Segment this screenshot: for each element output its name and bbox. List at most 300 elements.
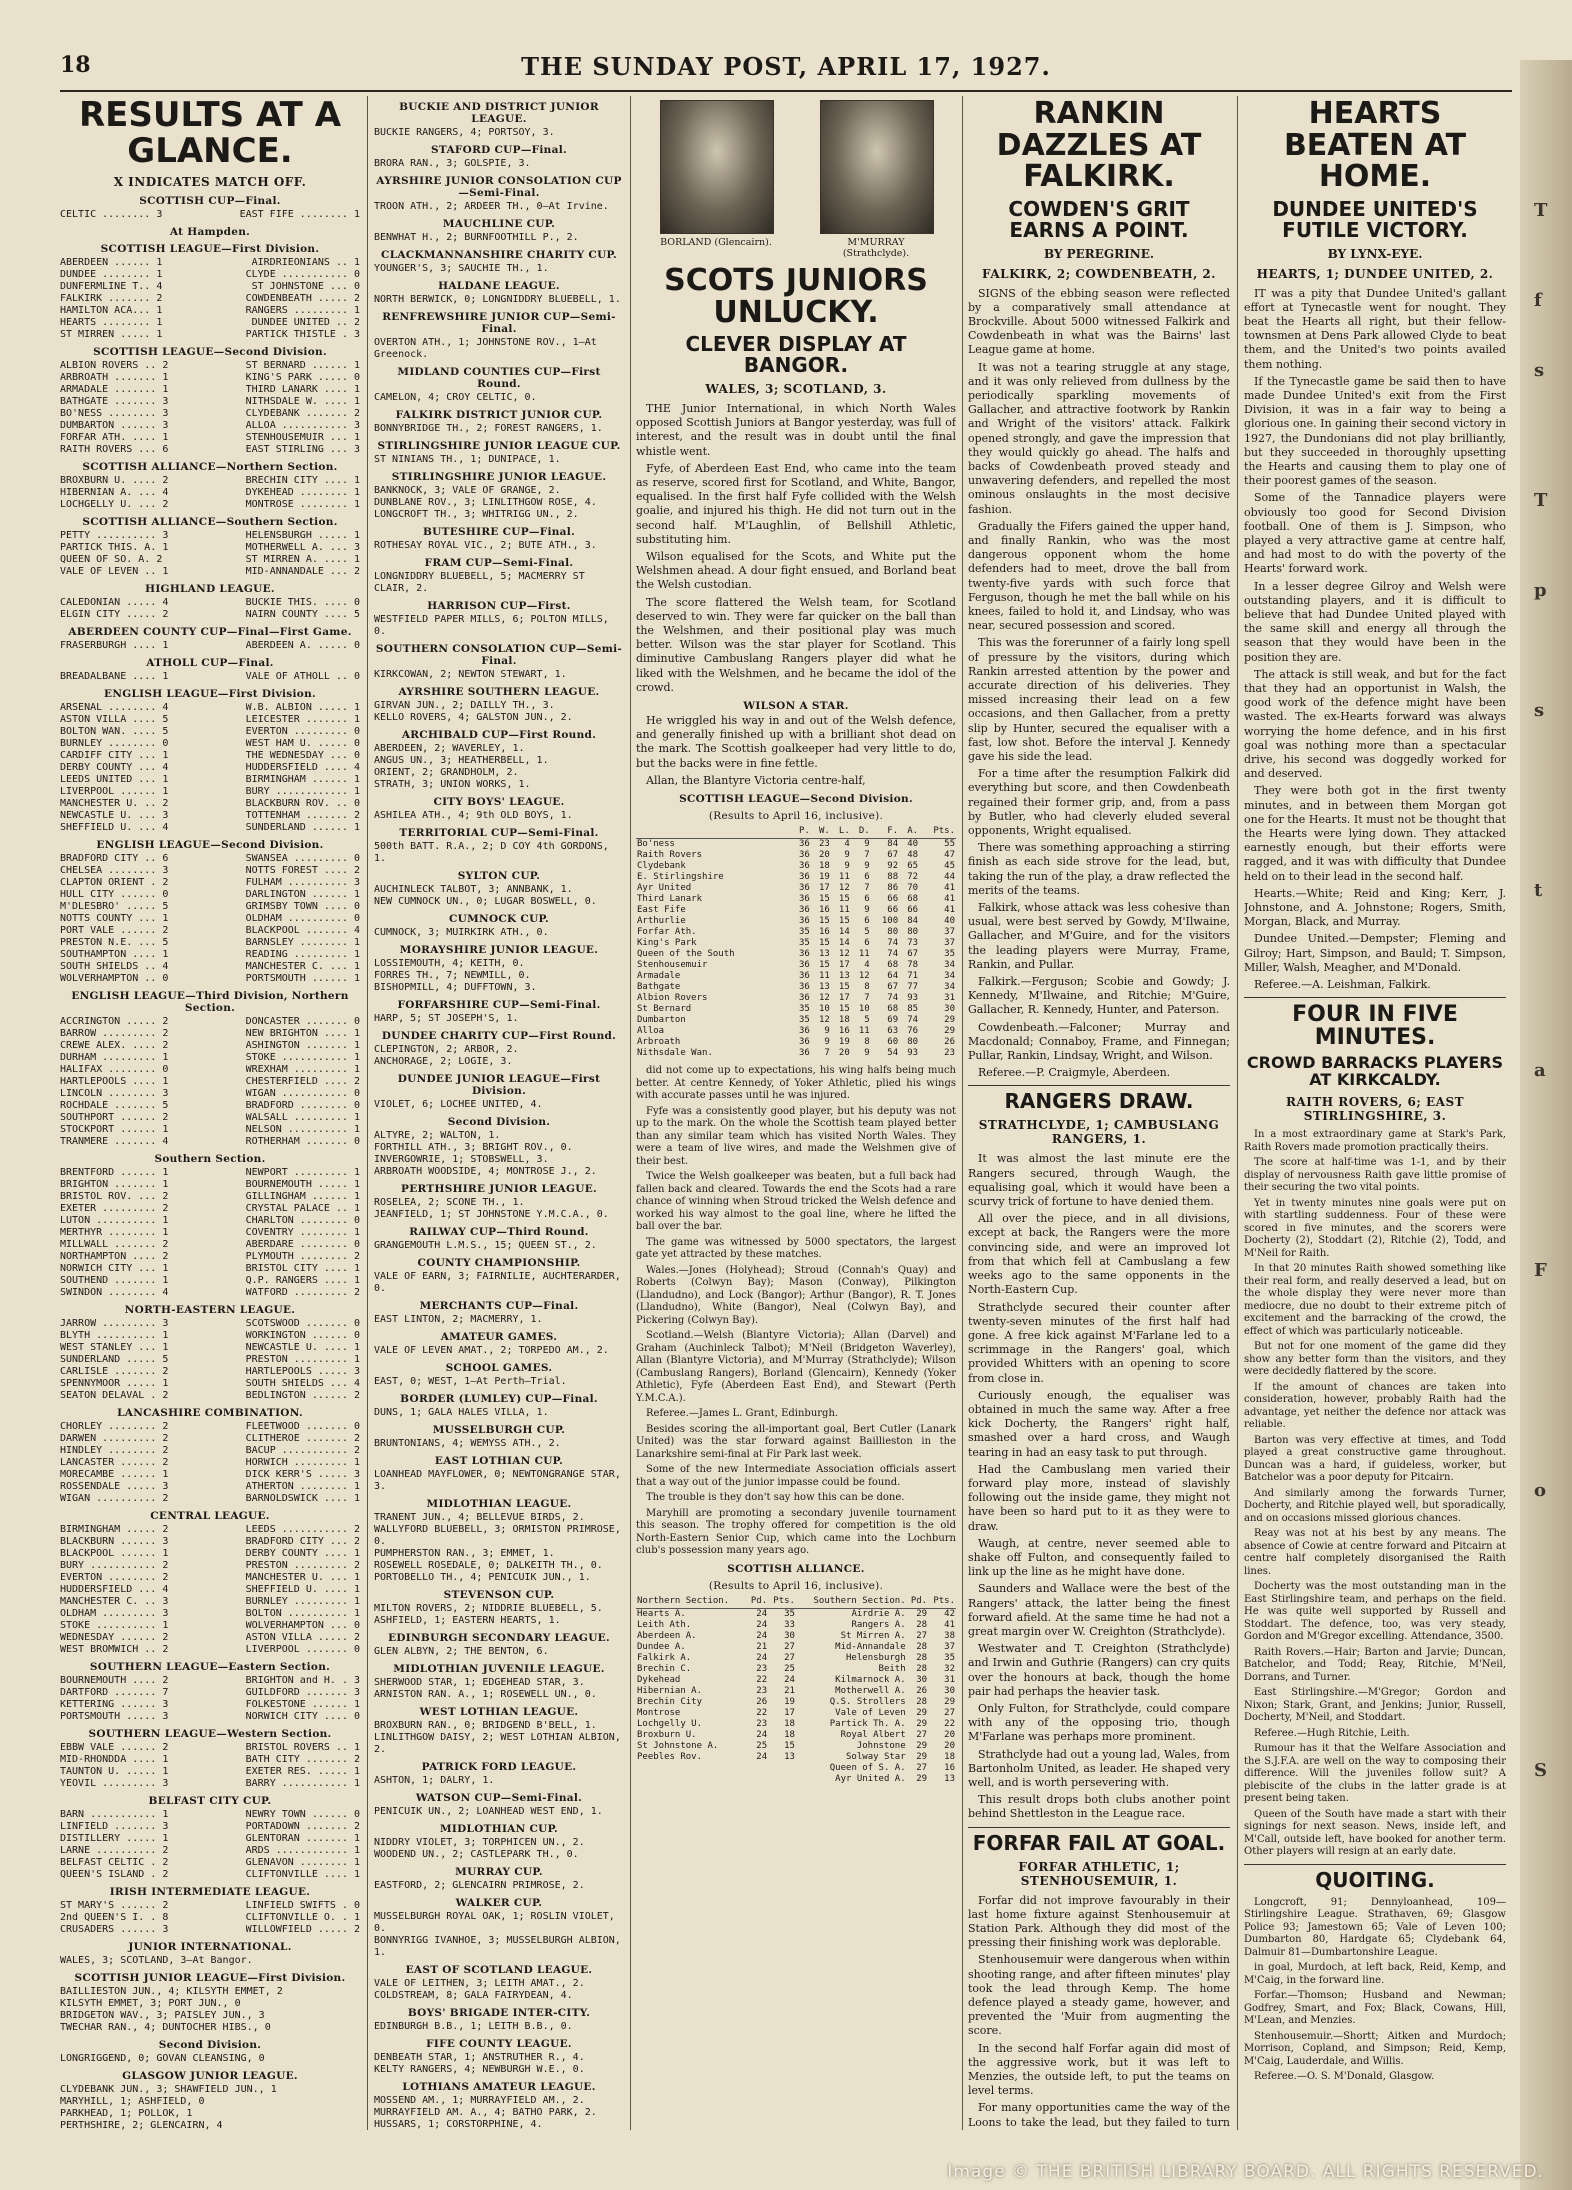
result-row [60, 408, 360, 420]
result-left: SOUTHEND ....... 1 [60, 1275, 169, 1287]
result-list [60, 2053, 360, 2065]
result-left: BATHGATE ....... 3 [60, 396, 169, 408]
league-cell: 37 [944, 927, 955, 938]
league-cell: 6 [864, 872, 870, 883]
cup-result-row [374, 1345, 624, 1357]
article-paragraph: It was almost the last minute ere the Rangers secured, through Waugh, the equalising goal, which it would have been a scurvy trick of fortune to have denied them. [968, 1152, 1230, 1209]
cup-result-row [374, 1271, 624, 1295]
result-left: LONGRIGGEND, 0; GOVAN CLEANSING, 0 [60, 2053, 265, 2065]
result-row [60, 1203, 360, 1215]
league-cell: 70 [907, 883, 919, 894]
alliance-row [636, 1763, 956, 1774]
cup-result-list [374, 2021, 624, 2033]
cup-result-row [374, 755, 624, 767]
cup-result-list [374, 1911, 624, 1959]
result-row [60, 1687, 360, 1699]
result-row [60, 1584, 360, 1596]
result-section-title: SCOTTISH ALLIANCE—Northern Section. [82, 461, 338, 474]
result-section-title: Southern Section. [154, 1153, 266, 1166]
cup-result-text: VIOLET, 6; LOCHEE UNITED, 4. [374, 1099, 543, 1110]
result-left: ARBROATH ....... 1 [60, 372, 169, 384]
alliance-row [636, 1719, 956, 1730]
alliance-row [636, 1664, 956, 1675]
result-left: SOUTH SHIELDS .. 4 [60, 961, 169, 973]
result-left: BRIDGETON WAV., 3; PAISLEY JUN., 3 [60, 2010, 265, 2022]
league-cell: 6 [864, 894, 870, 905]
result-left: DARWEN ......... 2 [60, 1433, 169, 1445]
league-cell: 84 [887, 839, 899, 850]
cup-section-title: PATRICK FORD LEAGUE. [421, 1761, 577, 1773]
result-right: CLYDEBANK ....... 2 [245, 408, 360, 420]
result-row [60, 257, 360, 269]
result-right: SOUTH SHIELDS ... 4 [245, 1378, 360, 1390]
result-row [60, 937, 360, 949]
results-column [60, 96, 360, 2130]
alliance-col-header: Pts. [768, 1595, 796, 1609]
alliance-cell: 28 [916, 1663, 928, 1674]
divider [968, 1827, 1230, 1828]
result-left: SUNDERLAND ..... 5 [60, 1354, 169, 1366]
league-cell: Albion Rovers [637, 993, 708, 1004]
league-cell: 60 [887, 1037, 899, 1048]
cup-result-text: LOSSIEMOUTH, 4; KEITH, 0. [374, 958, 525, 969]
result-left: SPENNYMOOR ..... 1 [60, 1378, 169, 1390]
result-section-title: SCOTTISH LEAGUE—Second Division. [93, 346, 327, 359]
league-cell: 16 [818, 927, 830, 938]
alliance-table-header [636, 1595, 956, 1609]
cup-section-title: MIDLOTHIAN JUVENILE LEAGUE. [393, 1663, 605, 1675]
article-paragraph: Referee.—O. S. M'Donald, Glasgow. [1254, 2071, 1435, 2083]
league-cell: Ayr United [637, 883, 692, 894]
league-cell: 9 [844, 861, 850, 872]
league-cell: 11 [838, 872, 850, 883]
article-paragraph: in goal, Murdoch, at left back, Reid, Kemp, and M'Caig, in the forward line. [1244, 1962, 1506, 1986]
alliance-cell: 13 [784, 1751, 795, 1762]
result-right: EAST FIFE ........ 1 [239, 209, 360, 221]
result-row [60, 1167, 360, 1179]
cups-list [374, 101, 624, 2130]
result-row [60, 1287, 360, 1299]
cup-result-text: ARNISTON RAN. A., 1; ROSEWELL UN., 0. [374, 1689, 597, 1700]
result-section-title: SCOTTISH JUNIOR LEAGUE—First Division. [74, 1972, 346, 1985]
result-row [60, 305, 360, 317]
article-paragraph: Stenhousemuir were dangerous when within shooting range, and after fifteen minutes' play took the lead through Kemp. The home defence played a steady game, however, and prevented the 'Muir from augmenting the score. [968, 1953, 1230, 2038]
league-row [636, 1004, 956, 1015]
cup-section-title: MUSSELBURGH CUP. [432, 1424, 566, 1436]
alliance-cell: Broxburn U. [637, 1729, 697, 1740]
result-row [60, 1524, 360, 1536]
result-row [60, 1754, 360, 1766]
result-row [60, 949, 360, 961]
result-row [60, 475, 360, 487]
league-cell: 80 [887, 927, 899, 938]
league-cell: 19 [818, 872, 830, 883]
result-left: SHEFFIELD U. ... 4 [60, 822, 169, 834]
result-row [60, 961, 360, 973]
cups-column [374, 96, 624, 2130]
league-cell: 10 [818, 1004, 830, 1015]
cup-result-row [374, 201, 624, 213]
cup-result-row [374, 1142, 624, 1154]
result-right: BARNOLDSWICK .... 1 [245, 1493, 360, 1505]
cup-result-list [374, 1197, 624, 1221]
result-right: FLEETWOOD ....... 0 [245, 1421, 360, 1433]
result-right: COVENTRY ........ 1 [245, 1227, 360, 1239]
article-paragraph: Referee.—P. Craigmyle, Aberdeen. [978, 1066, 1171, 1080]
result-row [60, 530, 360, 542]
league-cell: 4 [864, 960, 870, 971]
league-cell: 6 [864, 938, 870, 949]
result-row [60, 1955, 360, 1967]
league-cell: 76 [907, 1026, 919, 1037]
league-cell: 41 [944, 883, 955, 894]
cup-result-text: PENICUIK UN., 2; LOANHEAD WEST END, 1. [374, 1806, 603, 1817]
article-paragraph: Stenhousemuir.—Shortt; Aitken and Murdoch; Morrison, Copland, and Simpson; Reid, Kemp, M'Caig, Lauderdale, and Willis. [1244, 2030, 1506, 2067]
cup-result-row [374, 1524, 624, 1548]
cup-result-row [374, 1603, 624, 1615]
league-cell: E. Stirlingshire [637, 872, 724, 883]
article-paragraph: Referee.—Hugh Ritchie, Leith. [1254, 1727, 1410, 1739]
result-right: ASTON VILLA ..... 2 [245, 1632, 360, 1644]
alliance-cell [747, 1763, 768, 1774]
alliance-cell [636, 1774, 747, 1785]
league-cell: 36 [798, 982, 810, 993]
rankin-score: FALKIRK, 2; COWDENBEATH, 2. [982, 266, 1216, 281]
cup-result-row [374, 1407, 624, 1419]
result-row [60, 1596, 360, 1608]
alliance-row [636, 1653, 956, 1664]
cup-result-list [374, 540, 624, 552]
result-left: MANCHESTER C. .. 3 [60, 1596, 169, 1608]
cup-result-text: MUSSELBURGH ROYAL OAK, 1; ROSLIN VIOLET, 0. [374, 1911, 615, 1934]
result-right: W.B. ALBION ..... 1 [245, 702, 360, 714]
result-right: READING ......... 1 [245, 949, 360, 961]
cup-section-title: DUNDEE JUNIOR LEAGUE—First Division. [397, 1073, 601, 1097]
result-row [60, 2084, 360, 2096]
alliance-cell: Solway Star [846, 1751, 906, 1762]
league-cell: 74 [907, 1015, 919, 1026]
cup-result-list [374, 2095, 624, 2130]
league-cell: 74 [887, 993, 899, 1004]
cup-result-row [374, 1056, 624, 1068]
cup-result-text: WOODEND UN., 2; CASTLEPARK TH., 0. [374, 1849, 579, 1860]
result-right: CLITHEROE ....... 2 [245, 1433, 360, 1445]
cup-result-text: BONNYBRIDGE TH., 2; FOREST RANGERS, 1. [374, 423, 603, 434]
result-row [60, 1390, 360, 1402]
result-right: HELENSBURGH ..... 1 [245, 530, 360, 542]
alliance-cell: 28 [916, 1619, 928, 1630]
alliance-cell: 24 [756, 1751, 768, 1762]
league-cell: 17 [818, 883, 830, 894]
result-right: THE WEDNESDAY ... 0 [245, 750, 360, 762]
result-right: PLYMOUTH ........ 2 [245, 1251, 360, 1263]
result-row [60, 750, 360, 762]
column-rule [367, 96, 368, 2130]
cup-result-text: HUSSARS, 1; CORSTORPHINE, 4. [374, 2119, 543, 2130]
cup-result-text: MOSSEND AM., 1; MURRAYFIELD AM., 2. [374, 2095, 585, 2106]
juniors-headline: SCOTS JUNIORS UNLUCKY. [664, 263, 928, 330]
result-row [60, 609, 360, 621]
result-left: PRESTON N.E. ... 5 [60, 937, 169, 949]
league-cell: 71 [907, 971, 919, 982]
result-left: DERBY COUNTY ... 4 [60, 762, 169, 774]
league-cell: 12 [838, 949, 850, 960]
alliance-cell: 24 [756, 1608, 768, 1619]
result-right: WEST HAM U. ..... 0 [245, 738, 360, 750]
cup-section-title: MAUCHLINE CUP. [442, 218, 556, 230]
result-left: BO'NESS ........ 3 [60, 408, 169, 420]
league-col-header: L. [831, 825, 851, 839]
league-cell: 35 [944, 949, 955, 960]
cup-section-title: BUTESHIRE CUP—Final. [422, 526, 576, 538]
league-row [636, 839, 956, 851]
result-right: BRADFORD ........ 0 [245, 1100, 360, 1112]
rankin-body [968, 287, 1230, 1081]
result-left: LIVERPOOL ...... 1 [60, 786, 169, 798]
cup-result-list [374, 158, 624, 170]
wilson-body [636, 714, 956, 788]
article-paragraph: did not come up to expectations, his wing halfs being much better. At centre Kennedy, of Yoker Athletic, plied his wings with accurate passes until he was injured. [636, 1065, 956, 1102]
article-paragraph: It was not a tearing struggle at any stage, and it was only relieved from dullness by the periodically sparkling movements of Gallacher, and attractive footwork by Rankin and Wright of the visitors' attack. Falkirk opened strongly, and gave the impression that they would quickly go ahead. The halfs and backs of Cowdenbeath proved steady and unwavering defenders, and repelled the most ominous onslaughts in the most decisive fashion. [968, 360, 1230, 516]
result-row [60, 1318, 360, 1330]
league-cell: 68 [887, 1004, 899, 1015]
result-right: BURNLEY ......... 1 [245, 1596, 360, 1608]
cup-result-row [374, 232, 624, 244]
result-row [60, 1560, 360, 1572]
league-cell: 7 [824, 1048, 830, 1059]
cup-section-title: MIDLAND COUNTIES CUP—First Round. [397, 366, 601, 390]
result-left: WALES, 3; SCOTLAND, 3—At Bangor. [60, 1955, 253, 1967]
cup-result-text: BRORA RAN., 3; GOLSPIE, 3. [374, 158, 531, 169]
cup-result-list [374, 1806, 624, 1818]
result-left: CLYDEBANK JUN., 3; SHAWFIELD JUN., 1 [60, 2084, 277, 2096]
hearts-headline: HEARTS BEATEN AT HOME. [1283, 96, 1467, 194]
result-right: WIGAN ........... 0 [245, 1088, 360, 1100]
article-paragraph: There was something approaching a stirring finish as each side strove for the lead, but, taking the run of the play, a draw reflected the merits of the teams. [968, 841, 1230, 897]
result-right: PARTICK THISTLE . 3 [245, 329, 360, 341]
result-row [60, 1124, 360, 1136]
cup-section-title: PERTHSHIRE JUNIOR LEAGUE. [401, 1183, 597, 1195]
cup-result-row [374, 1677, 624, 1689]
league-cell: 18 [838, 1015, 850, 1026]
cup-section-title: BUCKIE AND DISTRICT JUNIOR LEAGUE. [399, 101, 599, 125]
alliance-row [636, 1730, 956, 1741]
league-cell: 54 [887, 1048, 899, 1059]
article-paragraph: Docherty was the most outstanding man in the East Stirlingshire team, and perhaps on the field. He was quite well supported by Russell and Stoddart. The defence, too, was very steady, Gordon and M'Gregor excelling. Attendance, 3500. [1244, 1581, 1506, 1643]
cup-result-text: AUCHINLECK TALBOT, 3; ANNBANK, 1. [374, 884, 573, 895]
alliance-cell: 29 [916, 1751, 928, 1762]
result-left: FALKIRK ....... 2 [60, 293, 163, 305]
forfar-headline: FORFAR FAIL AT GOAL. [972, 1830, 1226, 1855]
result-left: PORT VALE ...... 2 [60, 925, 169, 937]
league-cell: 4 [844, 839, 850, 850]
cup-result-text: GLEN ALBYN, 2; THE BENTON, 6. [374, 1646, 549, 1657]
cup-result-row [374, 1990, 624, 2002]
league-col-header: D. [851, 825, 871, 839]
league-cell: 11 [838, 905, 850, 916]
cup-result-text: NIDDRY VIOLET, 3; TORPHICEN UN., 2. [374, 1837, 585, 1848]
cup-section-title: WALKER CUP. [455, 1897, 543, 1909]
result-right: MONTROSE ........ 1 [245, 499, 360, 511]
result-left: ARMADALE ....... 1 [60, 384, 169, 396]
league-cell: 17 [838, 993, 850, 1004]
article-paragraph: Gradually the Fifers gained the upper hand, and finally Rankin, who was the most dangerous opponent whom the home defenders had to meet, drove the ball from twenty-five yards with such force that Ferguson, though he met the ball while on his knees, failed to hold it, and Lindsay, who was near, secured possession and scored. [968, 519, 1230, 633]
league-cell: 86 [887, 883, 899, 894]
results-headline: RESULTS AT A GLANCE. [78, 96, 342, 171]
result-right: GILLINGHAM ...... 1 [245, 1191, 360, 1203]
result-left: CARDIFF CITY ... 1 [60, 750, 169, 762]
cup-section-title: COUNTY CHAMPIONSHIP. [417, 1257, 581, 1269]
cup-result-text: VALE OF EARN, 3; FAIRNILIE, AUCHTERARDER, 0. [374, 1271, 621, 1294]
cup-result-text: ASHTON, 1; DALRY, 1. [374, 1775, 495, 1786]
cup-result-list [374, 337, 624, 361]
league-row [636, 1037, 956, 1048]
masthead: THE SUNDAY POST, APRIL 17, 1927. [521, 52, 1051, 81]
league-row [636, 982, 956, 993]
result-row [60, 1608, 360, 1620]
league-cell: St Bernard [637, 1004, 692, 1015]
league-cell: 17 [838, 960, 850, 971]
league-row [636, 993, 956, 1004]
league-cell: 18 [818, 861, 830, 872]
result-left: ALBION ROVERS .. 2 [60, 360, 169, 372]
result-right: PRESTON ......... 1 [245, 1354, 360, 1366]
result-row [60, 1857, 360, 1869]
cup-section-title: EAST LOTHIAN CUP. [434, 1455, 564, 1467]
result-left: YEOVIL ......... 3 [60, 1778, 169, 1790]
cup-section-title: STEVENSON CUP. [443, 1589, 555, 1601]
league-cell: Bo'ness [637, 839, 675, 850]
league-cell: Raith Rovers [637, 850, 703, 861]
result-section-title: HIGHLAND LEAGUE. [145, 583, 275, 596]
result-left: QUEEN OF SO. A. 2 [60, 554, 163, 566]
cup-section-title: MIDLOTHIAN LEAGUE. [426, 1498, 572, 1510]
cup-result-row [374, 1013, 624, 1025]
league-table-header [636, 825, 956, 839]
cup-result-text: BUCKIE RANGERS, 4; PORTSOY, 3. [374, 127, 555, 138]
result-list [60, 1809, 360, 1881]
result-row [60, 1136, 360, 1148]
result-right: WALSALL ......... 1 [245, 1112, 360, 1124]
cup-section-title: LOTHIANS AMATEUR LEAGUE. [402, 2081, 596, 2093]
article-paragraph: For a time after the resumption Falkirk did everything but score, and then Cowdenbeath regained their former grip, and, from a pass by Butler, who had cleverly eluded several opponents, Wright equalised. [968, 767, 1230, 838]
league-cell: 36 [798, 960, 810, 971]
result-left: ACCRINGTON ..... 2 [60, 1016, 169, 1028]
result-row [60, 762, 360, 774]
result-row [60, 499, 360, 511]
alliance-cell: Beith [878, 1663, 906, 1674]
article-paragraph: IT was a pity that Dundee United's gallant effort at Tynecastle went for nought. They beat the Hearts all right, but their fellow-townsmen at Dens Park allowed Clyde to beat them, and the United's two points availed them nothing. [1244, 286, 1506, 371]
result-row [60, 2022, 360, 2034]
league-row [636, 905, 956, 916]
article-paragraph: Dundee United.—Dempster; Fleming and Gilroy; Hart, Simpson, and Bauld; T. Simpson, Miller, Walsh, Meagher, and M'Donald. [1244, 932, 1506, 974]
result-left: LANCASTER ...... 2 [60, 1457, 169, 1469]
result-row [60, 269, 360, 281]
alliance-row [636, 1631, 956, 1642]
alliance-col-header: Northern Section. [636, 1595, 747, 1609]
league-row [636, 971, 956, 982]
cup-section-title: HALDANE LEAGUE. [438, 280, 560, 292]
alliance-cell: 24 [756, 1630, 768, 1641]
result-right: LEICESTER ....... 1 [245, 714, 360, 726]
result-row [60, 1457, 360, 1469]
result-row [60, 2120, 360, 2130]
result-row [60, 1821, 360, 1833]
result-row [60, 1998, 360, 2010]
cup-section-title: CLACKMANNANSHIRE CHARITY CUP. [381, 249, 617, 261]
result-row [60, 1924, 360, 1936]
result-row [60, 1263, 360, 1275]
rangers-score: STRATHCLYDE, 1; CAMBUSLANG RANGERS, 1. [978, 1118, 1220, 1147]
result-row [60, 1239, 360, 1251]
result-left: BLACKPOOL ...... 1 [60, 1548, 169, 1560]
article-paragraph: Fyfe was a consistently good player, but his deputy was not up to the mark. On the whole the Scottish team played better than any similar team which has visited North Wales. They were a team of live wires, and made the Welshmen give of their best. [636, 1105, 956, 1167]
result-right: GRIMSBY TOWN .... 0 [245, 901, 360, 913]
league-row [636, 949, 956, 960]
cup-result-row [374, 423, 624, 435]
league-cell: 44 [944, 872, 955, 883]
result-right: HUDDERSFIELD .... 4 [245, 762, 360, 774]
result-left: HULL CITY ...... 0 [60, 889, 169, 901]
cup-result-text: ROSELEA, 2; SCONE TH., 1. [374, 1197, 525, 1208]
result-row [60, 877, 360, 889]
alliance-cell: 25 [756, 1740, 768, 1751]
league-cell: 100 [881, 916, 899, 927]
result-left: DUMBARTON ...... 3 [60, 420, 169, 432]
result-right: GLENAVON ........ 1 [245, 1857, 360, 1869]
alliance-cell: 28 [916, 1652, 928, 1663]
result-section-title: ENGLISH LEAGUE—First Division. [104, 688, 316, 701]
quoiting-headline: QUOITING. [1315, 1867, 1435, 1892]
result-left: KILSYTH EMMET, 3; PORT JUN., 0 [60, 1998, 241, 2010]
result-left: BOURNEMOUTH .... 2 [60, 1675, 169, 1687]
result-section-title: Second Division. [158, 2039, 262, 2052]
alliance-cell: Queen of S. A. [829, 1762, 906, 1773]
league-cell: 73 [907, 938, 919, 949]
alliance-cell [747, 1774, 768, 1785]
result-right: Q.P. RANGERS .... 1 [245, 1275, 360, 1287]
rangers-body [968, 1152, 1230, 1821]
alliance-cell: 29 [916, 1740, 928, 1751]
result-left: HUDDERSFIELD ... 4 [60, 1584, 169, 1596]
alliance-cell: 22 [756, 1674, 768, 1685]
league-cell: 9 [864, 1048, 870, 1059]
result-left: OLDHAM ......... 3 [60, 1608, 169, 1620]
raith-score: RAITH ROVERS, 6; EAST STIRLINGSHIRE, 3. [1285, 1095, 1465, 1124]
result-right: CHARLTON ........ 0 [245, 1215, 360, 1227]
cup-section-title: ARCHIBALD CUP—First Round. [401, 729, 597, 741]
result-row [60, 1088, 360, 1100]
league-cell: 68 [887, 960, 899, 971]
divider [968, 1085, 1230, 1086]
juniors-body-continued [636, 1065, 956, 1558]
result-left: LOCHGELLY U. ... 2 [60, 499, 169, 511]
article-paragraph: The trouble is they don't say how this can be done. [646, 1492, 905, 1504]
league-row [636, 850, 956, 861]
result-row [60, 1421, 360, 1433]
cup-result-row [374, 497, 624, 509]
league-cell: 66 [907, 905, 919, 916]
result-left: NORWICH CITY ... 1 [60, 1263, 169, 1275]
result-left: MORECAMBE ...... 1 [60, 1469, 169, 1481]
alliance-row [636, 1774, 956, 1785]
result-left: BLACKBURN ...... 3 [60, 1536, 169, 1548]
result-left: BOLTON WAN. .... 5 [60, 726, 169, 738]
article-paragraph: Saunders and Wallace were the best of the Rangers' attack, the latter being the finest forward afield. At the same time he had not a great margin over W. Creighton (Strathclyde). [968, 1582, 1230, 1638]
league-cell: 40 [944, 916, 955, 927]
result-list [60, 1955, 360, 1967]
result-right: MANCHESTER U. ... 1 [245, 1572, 360, 1584]
